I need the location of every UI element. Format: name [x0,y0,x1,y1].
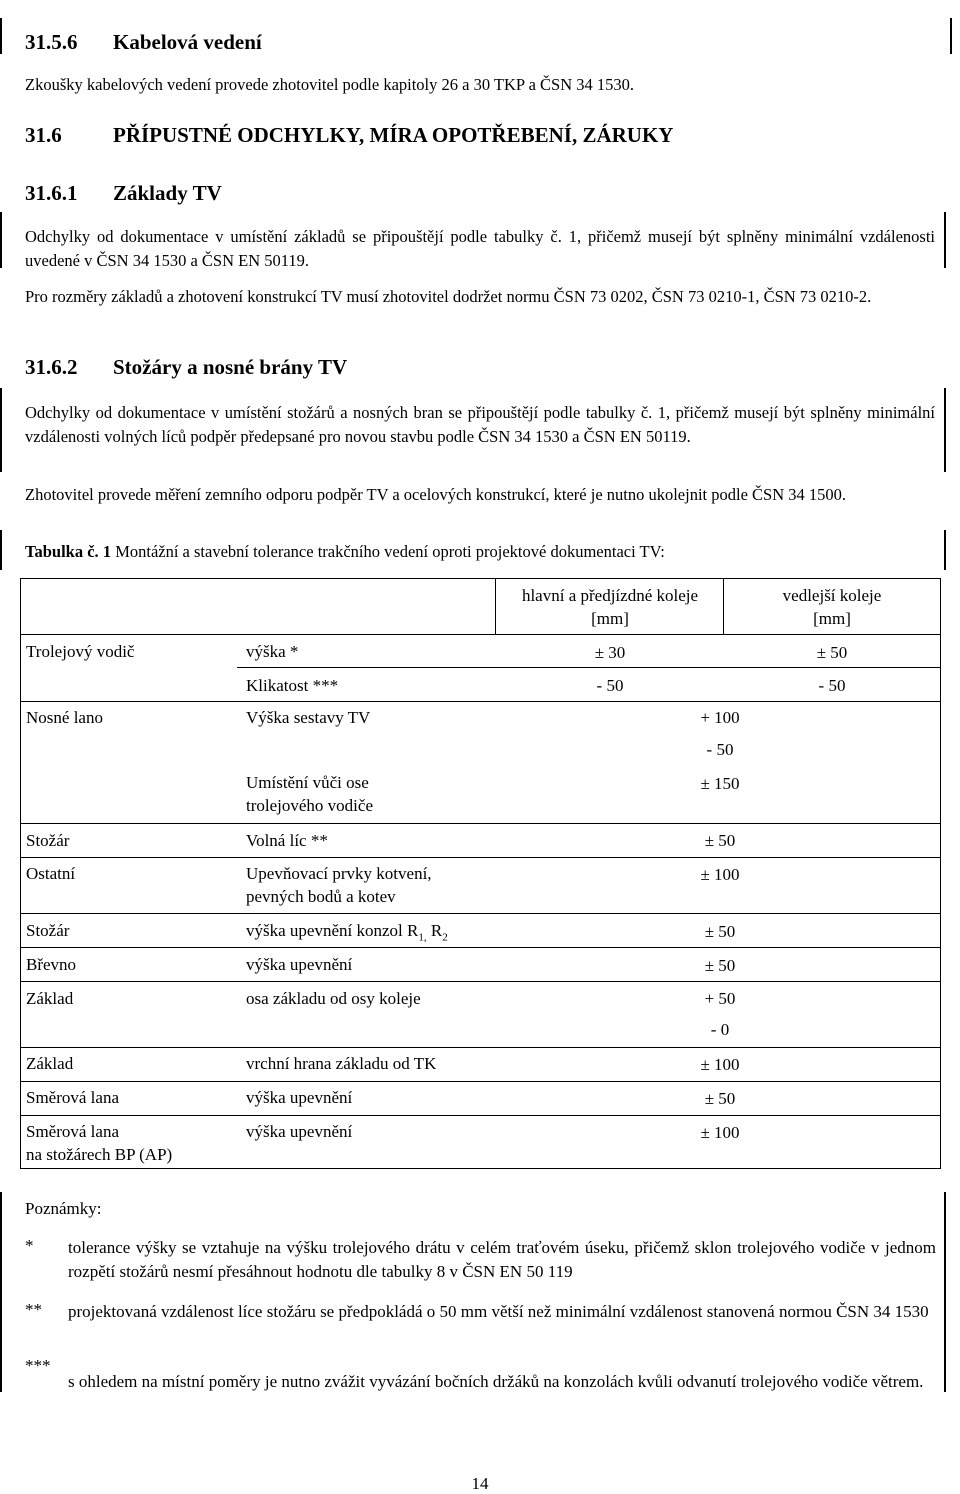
paragraph-zaklady-2: Pro rozměry základů a zhotovení konstrukcí TV musí zhotovitel dodržet normu ČSN 73 0202, ČSN 73 0210-1, ČSN 73 0210-2. [25,287,872,306]
table-cell: výška upevnění [246,1122,353,1141]
table-cell: ± 50 [704,956,736,975]
table-border [20,981,941,982]
change-bar [0,530,2,570]
note-mark: * [25,1236,34,1255]
change-bar [950,18,952,54]
table-cell-line: trolejového vodiče [246,796,373,815]
note-3: s ohledem na místní poměry je nutno zvážit vyvázání bočních držáků na konzolách kvůli odvanutí trolejového vodiče větrem. [68,1372,924,1391]
table-border [20,578,940,579]
change-bar [0,18,2,54]
table-cell-line: na stožárech BP (AP) [26,1145,173,1164]
table-caption-label: Tabulka č. [25,542,99,561]
table-cell: Trolejový vodič [26,642,135,661]
table-border [20,1047,941,1048]
table-cell: osa základu od osy koleje [246,989,421,1008]
table-cell: vrchní hrana základu od TK [246,1054,437,1073]
table-cell: Břevno [26,955,77,974]
change-bar [0,388,2,472]
table-cell: ± 50 [704,922,736,941]
change-bar [944,530,946,570]
table-cell [246,862,432,908]
table-cell: ± 50 [816,643,848,662]
table-cell: Základ [26,989,74,1008]
table-cell-line: Směrová lana [26,1122,119,1141]
table-border [20,823,941,824]
table-cell: + 100 [700,708,740,727]
change-bar [944,212,946,268]
table-border [20,1081,941,1082]
table-cell-text: R [426,921,443,940]
notes-title: Poznámky: [25,1199,102,1218]
heading-31-6-1 [25,181,222,206]
change-bar [944,1192,946,1392]
table-cell: ± 50 [704,831,736,850]
heading-31-6 [25,123,673,148]
header-side-tracks [724,584,940,630]
table-cell: ± 30 [594,643,626,662]
heading-number: 31.5.6 [25,30,78,54]
table-cell: výška upevnění [246,955,353,974]
table-cell: Stožár [26,921,70,940]
table-cell: ± 150 [700,774,740,793]
table-cell: + 50 [704,989,736,1008]
table-caption-number: 1 [102,542,112,561]
change-bar [0,212,2,268]
heading-title: Kabelová vedení [113,30,262,54]
paragraph-cable: Zkoušky kabelových vedení provede zhotovitel podle kapitoly 26 a 30 TKP a ČSN 34 1530. [25,75,635,94]
table-cell: Základ [26,1054,74,1073]
table-cell: ± 100 [700,865,740,884]
table-cell: Ostatní [26,864,76,883]
heading-number: 31.6 [25,123,62,147]
table-cell: Stožár [26,831,70,850]
table-cell [246,771,373,817]
table-cell: Klikatost *** [246,676,339,695]
table-cell: Směrová lana [26,1088,119,1107]
heading-title: Stožáry a nosné brány TV [113,355,348,379]
table-caption-text: Montážní a stavební tolerance trakčního vedení oproti projektové dokumentaci TV: [115,542,665,561]
table-cell-line: Upevňovací prvky kotvení, [246,864,432,883]
table-border [20,913,941,914]
header-main-tracks-label: hlavní a předjízdné koleje [521,586,699,605]
table-cell: - 50 [596,676,624,695]
table-cell: - 50 [706,740,734,759]
note-1: tolerance výšky se vztahuje na výšku trolejového drátu v celém traťovém úseku, přičemž sklon trolejového vodiče v jednom rozpětí stožárů nesmí přesáhnout hodnotu dle tabulky 8 v ČSN EN 50 119 [68,1238,936,1281]
heading-31-5-6 [25,30,262,55]
table-cell [26,1120,172,1166]
subscript: 1, [418,931,427,944]
heading-title: PŘÍPUSTNÉ ODCHYLKY, MÍRA OPOTŘEBENÍ, ZÁRUKY [113,123,674,147]
table-caption [25,540,935,564]
paragraph-zaklady-1: Odchylky od dokumentace v umístění základů se připouštějí podle tabulky č. 1, přičemž musejí být splněny minimální vzdálenosti uvedené v ČSN 34 1530 a ČSN EN 50119. [25,227,935,270]
table-cell: Výška sestavy TV [246,708,371,727]
table-cell-line: Umístění vůči ose [246,773,369,792]
change-bar [0,1192,2,1392]
heading-title: Základy TV [113,181,222,205]
table-cell-line: pevných bodů a kotev [246,887,396,906]
table-cell: Volná líc ** [246,831,328,850]
table-border [20,857,941,858]
header-main-tracks-unit: [mm] [591,609,629,628]
heading-number: 31.6.1 [25,181,78,205]
heading-31-6-2 [25,355,347,380]
paragraph-stozary-2: Zhotovitel provede měření zemního odporu podpěr TV a ocelových konstrukcí, které je nutno ukolejnit podle ČSN 34 1500. [25,485,847,504]
table-cell: Nosné lano [26,708,103,727]
table-border [20,701,941,702]
note-mark: ** [25,1300,42,1319]
table-cell: výška * [246,642,299,661]
table-border [20,634,940,635]
table-cell: ± 100 [700,1055,740,1074]
table-cell: ± 100 [700,1123,740,1142]
paragraph-stozary-1: Odchylky od dokumentace v umístění stožárů a nosných bran se připouštějí podle tabulky č. 1, přičemž musejí být splněny minimální vzdálenosti volných líců podpěr předepsané pro novou stavbu podle ČSN 34 1530 a ČSN EN 50119. [25,403,935,446]
table-border [20,947,941,948]
table-cell [246,919,448,949]
header-side-tracks-label: vedlejší koleje [782,586,882,605]
heading-number: 31.6.2 [25,355,78,379]
header-side-tracks-unit: [mm] [813,609,851,628]
table-border [20,1115,941,1116]
table-cell: výška upevnění [246,1088,353,1107]
note-2: projektovaná vzdálenost líce stožáru se předpokládá o 50 mm větší než minimální vzdálenost stanovená normou ČSN 34 1530 [68,1302,929,1321]
table-cell: - 0 [710,1020,730,1039]
table-border [20,1168,941,1169]
change-bar [944,388,946,472]
table-cell: ± 50 [704,1089,736,1108]
note-mark: *** [25,1356,51,1375]
page-number: 14 [471,1474,489,1493]
table-border [237,667,941,668]
header-main-tracks [496,584,724,630]
table-cell: - 50 [818,676,846,695]
table-cell-text: výška upevnění konzol R [246,921,419,940]
subscript: 2 [442,931,448,944]
